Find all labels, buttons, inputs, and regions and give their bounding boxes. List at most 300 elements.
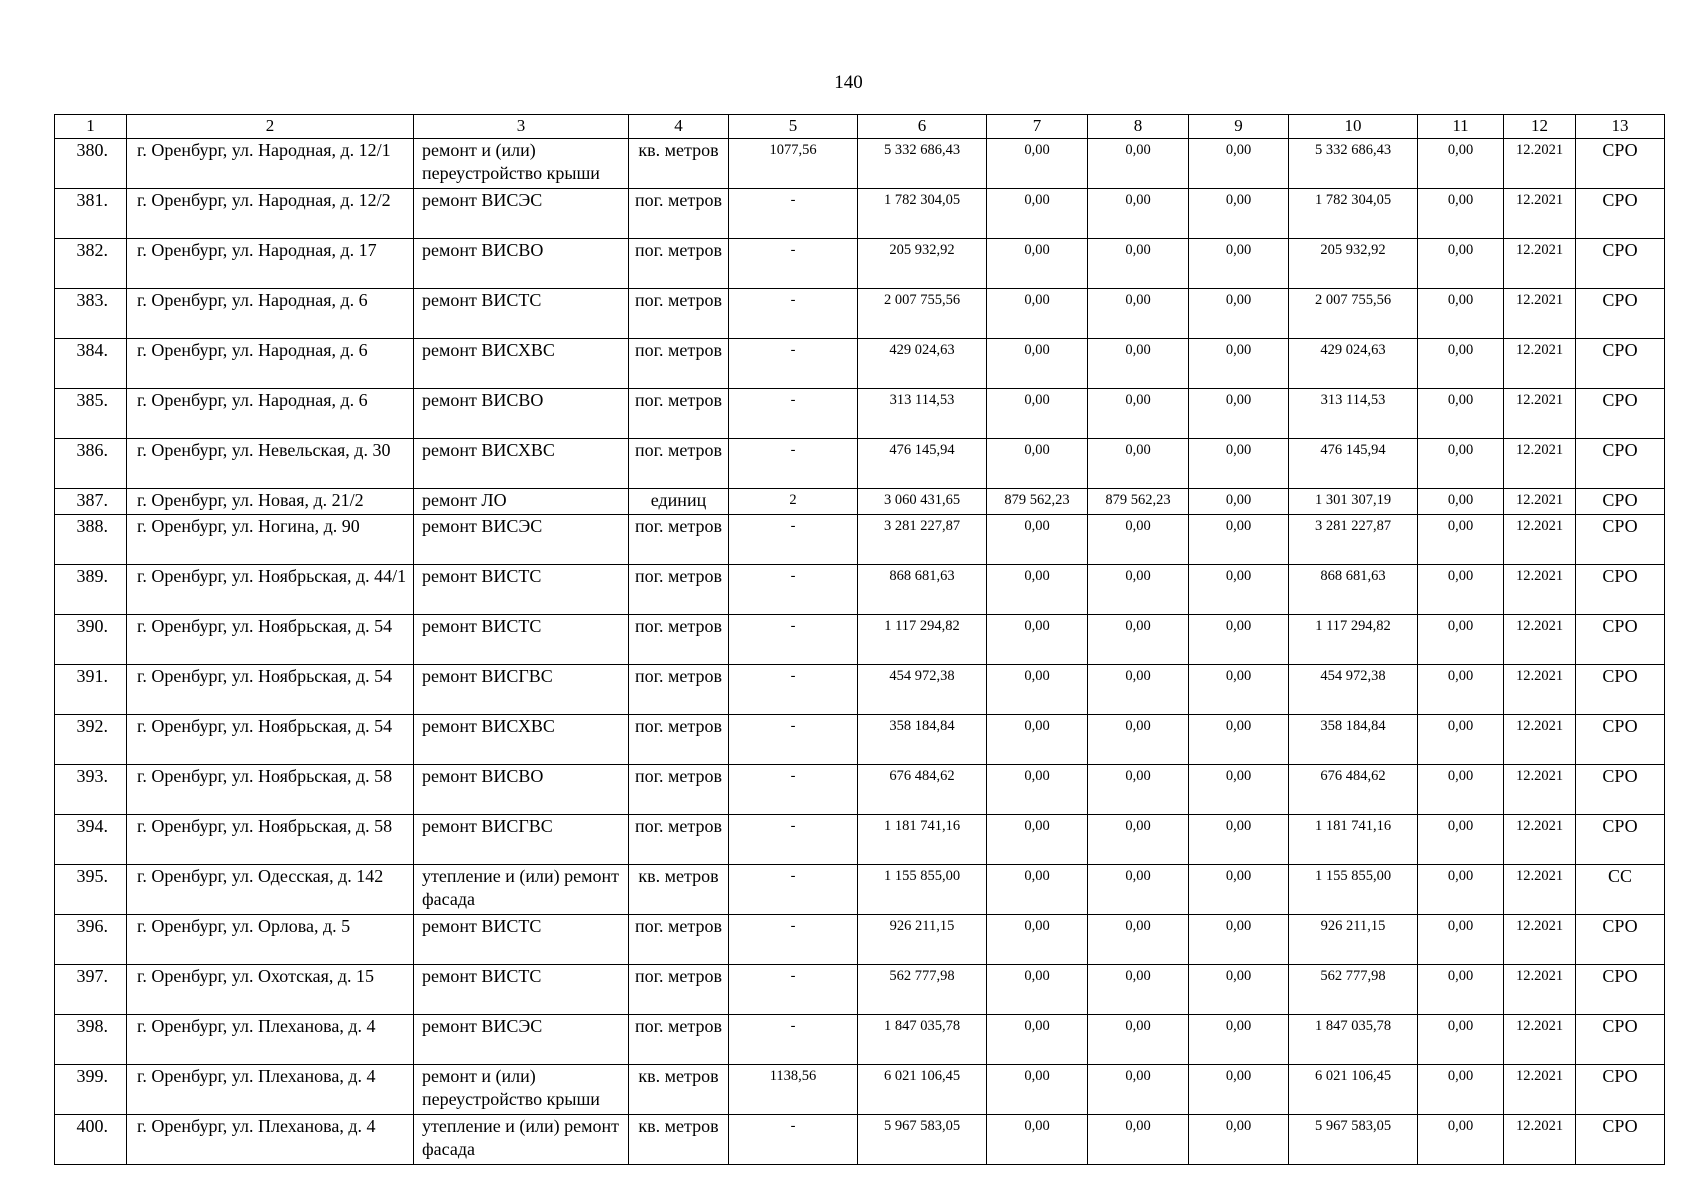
quantity-cell: - xyxy=(729,239,858,289)
col10-cell: 562 777,98 xyxy=(1289,965,1418,1015)
col10-cell: 1 117 294,82 xyxy=(1289,615,1418,665)
completion-date-cell: 12.2021 xyxy=(1504,1065,1576,1115)
col7-cell: 0,00 xyxy=(987,765,1088,815)
quantity-cell: - xyxy=(729,765,858,815)
quantity-cell: - xyxy=(729,915,858,965)
col9-cell: 0,00 xyxy=(1189,1115,1289,1165)
work-type-cell: ремонт ВИСТС xyxy=(414,565,629,615)
row-number: 397. xyxy=(55,965,127,1015)
col11-cell: 0,00 xyxy=(1418,865,1504,915)
quantity-cell: - xyxy=(729,715,858,765)
col10-cell: 1 181 741,16 xyxy=(1289,815,1418,865)
address-cell: г. Оренбург, ул. Одесская, д. 142 xyxy=(127,865,414,915)
address-cell: г. Оренбург, ул. Ногина, д. 90 xyxy=(127,515,414,565)
unit-cell: пог. метров xyxy=(629,389,729,439)
completion-date-cell: 12.2021 xyxy=(1504,489,1576,515)
row-number: 383. xyxy=(55,289,127,339)
address-cell: г. Оренбург, ул. Невельская, д. 30 xyxy=(127,439,414,489)
completion-date-cell: 12.2021 xyxy=(1504,1015,1576,1065)
completion-date-cell: 12.2021 xyxy=(1504,189,1576,239)
table-row xyxy=(55,339,1665,389)
address-cell: г. Оренбург, ул. Народная, д. 17 xyxy=(127,239,414,289)
completion-date-cell: 12.2021 xyxy=(1504,815,1576,865)
col10-cell: 1 155 855,00 xyxy=(1289,865,1418,915)
funding-source-cell: СРО xyxy=(1576,615,1665,665)
table-row xyxy=(55,565,1665,615)
col8-cell: 0,00 xyxy=(1088,865,1189,915)
quantity-cell: 1138,56 xyxy=(729,1065,858,1115)
col9-cell: 0,00 xyxy=(1189,339,1289,389)
total-cost-cell: 1 117 294,82 xyxy=(858,615,987,665)
total-cost-cell: 676 484,62 xyxy=(858,765,987,815)
col7-cell: 0,00 xyxy=(987,189,1088,239)
work-type-cell: ремонт ВИСВО xyxy=(414,389,629,439)
work-type-cell: ремонт ВИСЭС xyxy=(414,1015,629,1065)
column-header-1: 1 xyxy=(55,115,127,139)
total-cost-cell: 6 021 106,45 xyxy=(858,1065,987,1115)
row-number: 387. xyxy=(55,489,127,515)
row-number: 382. xyxy=(55,239,127,289)
address-cell: г. Оренбург, ул. Ноябрьская, д. 54 xyxy=(127,715,414,765)
quantity-cell: - xyxy=(729,1015,858,1065)
col9-cell: 0,00 xyxy=(1189,865,1289,915)
table-row xyxy=(55,139,1665,189)
col11-cell: 0,00 xyxy=(1418,965,1504,1015)
col7-cell: 0,00 xyxy=(987,1115,1088,1165)
col9-cell: 0,00 xyxy=(1189,239,1289,289)
completion-date-cell: 12.2021 xyxy=(1504,715,1576,765)
total-cost-cell: 429 024,63 xyxy=(858,339,987,389)
unit-cell: пог. метров xyxy=(629,289,729,339)
column-header-11: 11 xyxy=(1418,115,1504,139)
column-header-9: 9 xyxy=(1189,115,1289,139)
address-cell: г. Оренбург, ул. Охотская, д. 15 xyxy=(127,965,414,1015)
col8-cell: 0,00 xyxy=(1088,289,1189,339)
quantity-cell: - xyxy=(729,439,858,489)
funding-source-cell: СРО xyxy=(1576,239,1665,289)
row-number: 395. xyxy=(55,865,127,915)
col8-cell: 879 562,23 xyxy=(1088,489,1189,515)
completion-date-cell: 12.2021 xyxy=(1504,665,1576,715)
col11-cell: 0,00 xyxy=(1418,715,1504,765)
total-cost-cell: 1 782 304,05 xyxy=(858,189,987,239)
col8-cell: 0,00 xyxy=(1088,1115,1189,1165)
col9-cell: 0,00 xyxy=(1189,665,1289,715)
funding-source-cell: СРО xyxy=(1576,1115,1665,1165)
row-number: 400. xyxy=(55,1115,127,1165)
funding-source-cell: СРО xyxy=(1576,489,1665,515)
row-number: 393. xyxy=(55,765,127,815)
unit-cell: пог. метров xyxy=(629,965,729,1015)
col10-cell: 3 281 227,87 xyxy=(1289,515,1418,565)
col7-cell: 0,00 xyxy=(987,815,1088,865)
col11-cell: 0,00 xyxy=(1418,565,1504,615)
col8-cell: 0,00 xyxy=(1088,339,1189,389)
col11-cell: 0,00 xyxy=(1418,489,1504,515)
quantity-cell: - xyxy=(729,865,858,915)
col9-cell: 0,00 xyxy=(1189,1065,1289,1115)
column-header-4: 4 xyxy=(629,115,729,139)
quantity-cell: - xyxy=(729,289,858,339)
work-type-cell: ремонт ВИСГВС xyxy=(414,815,629,865)
row-number: 388. xyxy=(55,515,127,565)
funding-source-cell: СРО xyxy=(1576,289,1665,339)
col7-cell: 0,00 xyxy=(987,515,1088,565)
col11-cell: 0,00 xyxy=(1418,139,1504,189)
funding-source-cell: СС xyxy=(1576,865,1665,915)
work-type-cell: утепление и (или) ремонт фасада xyxy=(414,1115,629,1165)
work-type-cell: ремонт ВИСХВС xyxy=(414,715,629,765)
unit-cell: пог. метров xyxy=(629,439,729,489)
table-row xyxy=(55,515,1665,565)
total-cost-cell: 868 681,63 xyxy=(858,565,987,615)
col9-cell: 0,00 xyxy=(1189,915,1289,965)
page-number: 140 xyxy=(834,72,863,93)
total-cost-cell: 205 932,92 xyxy=(858,239,987,289)
total-cost-cell: 3 060 431,65 xyxy=(858,489,987,515)
completion-date-cell: 12.2021 xyxy=(1504,389,1576,439)
col11-cell: 0,00 xyxy=(1418,239,1504,289)
table-row xyxy=(55,389,1665,439)
col10-cell: 454 972,38 xyxy=(1289,665,1418,715)
funding-source-cell: СРО xyxy=(1576,389,1665,439)
row-number: 398. xyxy=(55,1015,127,1065)
quantity-cell: 2 xyxy=(729,489,858,515)
quantity-cell: - xyxy=(729,515,858,565)
unit-cell: кв. метров xyxy=(629,139,729,189)
col8-cell: 0,00 xyxy=(1088,565,1189,615)
unit-cell: кв. метров xyxy=(629,1115,729,1165)
column-header-3: 3 xyxy=(414,115,629,139)
table-row xyxy=(55,239,1665,289)
col9-cell: 0,00 xyxy=(1189,489,1289,515)
col7-cell: 0,00 xyxy=(987,439,1088,489)
table-row xyxy=(55,765,1665,815)
address-cell: г. Оренбург, ул. Ноябрьская, д. 58 xyxy=(127,815,414,865)
col11-cell: 0,00 xyxy=(1418,665,1504,715)
total-cost-cell: 3 281 227,87 xyxy=(858,515,987,565)
unit-cell: пог. метров xyxy=(629,915,729,965)
table-row xyxy=(55,439,1665,489)
work-type-cell: ремонт ВИСГВС xyxy=(414,665,629,715)
column-header-2: 2 xyxy=(127,115,414,139)
unit-cell: пог. метров xyxy=(629,715,729,765)
completion-date-cell: 12.2021 xyxy=(1504,765,1576,815)
col9-cell: 0,00 xyxy=(1189,715,1289,765)
total-cost-cell: 562 777,98 xyxy=(858,965,987,1015)
row-number: 396. xyxy=(55,915,127,965)
col10-cell: 6 021 106,45 xyxy=(1289,1065,1418,1115)
total-cost-cell: 1 181 741,16 xyxy=(858,815,987,865)
column-header-6: 6 xyxy=(858,115,987,139)
row-number: 381. xyxy=(55,189,127,239)
col9-cell: 0,00 xyxy=(1189,189,1289,239)
col7-cell: 0,00 xyxy=(987,915,1088,965)
col7-cell: 0,00 xyxy=(987,139,1088,189)
row-number: 391. xyxy=(55,665,127,715)
funding-source-cell: СРО xyxy=(1576,715,1665,765)
funding-source-cell: СРО xyxy=(1576,765,1665,815)
col8-cell: 0,00 xyxy=(1088,765,1189,815)
completion-date-cell: 12.2021 xyxy=(1504,965,1576,1015)
col9-cell: 0,00 xyxy=(1189,439,1289,489)
address-cell: г. Оренбург, ул. Плеханова, д. 4 xyxy=(127,1065,414,1115)
completion-date-cell: 12.2021 xyxy=(1504,515,1576,565)
quantity-cell: - xyxy=(729,665,858,715)
col9-cell: 0,00 xyxy=(1189,565,1289,615)
col11-cell: 0,00 xyxy=(1418,189,1504,239)
address-cell: г. Оренбург, ул. Ноябрьская, д. 44/1 xyxy=(127,565,414,615)
col10-cell: 358 184,84 xyxy=(1289,715,1418,765)
completion-date-cell: 12.2021 xyxy=(1504,439,1576,489)
col8-cell: 0,00 xyxy=(1088,389,1189,439)
work-type-cell: ремонт ВИСЭС xyxy=(414,189,629,239)
row-number: 385. xyxy=(55,389,127,439)
quantity-cell: - xyxy=(729,389,858,439)
completion-date-cell: 12.2021 xyxy=(1504,915,1576,965)
table-row xyxy=(55,1015,1665,1065)
table-row xyxy=(55,189,1665,239)
work-type-cell: ремонт ВИСВО xyxy=(414,239,629,289)
col10-cell: 313 114,53 xyxy=(1289,389,1418,439)
quantity-cell: 1077,56 xyxy=(729,139,858,189)
col7-cell: 0,00 xyxy=(987,565,1088,615)
unit-cell: пог. метров xyxy=(629,339,729,389)
col11-cell: 0,00 xyxy=(1418,439,1504,489)
col8-cell: 0,00 xyxy=(1088,139,1189,189)
address-cell: г. Оренбург, ул. Народная, д. 6 xyxy=(127,339,414,389)
total-cost-cell: 313 114,53 xyxy=(858,389,987,439)
col9-cell: 0,00 xyxy=(1189,1015,1289,1065)
col7-cell: 0,00 xyxy=(987,715,1088,765)
col7-cell: 0,00 xyxy=(987,389,1088,439)
column-header-10: 10 xyxy=(1289,115,1418,139)
work-type-cell: ремонт ВИСВО xyxy=(414,765,629,815)
quantity-cell: - xyxy=(729,965,858,1015)
col11-cell: 0,00 xyxy=(1418,765,1504,815)
total-cost-cell: 926 211,15 xyxy=(858,915,987,965)
repair-register-table xyxy=(54,114,1665,1165)
col8-cell: 0,00 xyxy=(1088,815,1189,865)
col7-cell: 0,00 xyxy=(987,1015,1088,1065)
table-row xyxy=(55,915,1665,965)
col10-cell: 868 681,63 xyxy=(1289,565,1418,615)
funding-source-cell: СРО xyxy=(1576,339,1665,389)
col7-cell: 0,00 xyxy=(987,1065,1088,1115)
table-row xyxy=(55,615,1665,665)
col8-cell: 0,00 xyxy=(1088,1015,1189,1065)
quantity-cell: - xyxy=(729,1115,858,1165)
address-cell: г. Оренбург, ул. Народная, д. 6 xyxy=(127,289,414,339)
work-type-cell: ремонт ВИСТС xyxy=(414,289,629,339)
col10-cell: 676 484,62 xyxy=(1289,765,1418,815)
completion-date-cell: 12.2021 xyxy=(1504,139,1576,189)
column-number-row xyxy=(55,115,1665,139)
col9-cell: 0,00 xyxy=(1189,289,1289,339)
total-cost-cell: 1 847 035,78 xyxy=(858,1015,987,1065)
work-type-cell: ремонт и (или) переустройство крыши xyxy=(414,139,629,189)
col9-cell: 0,00 xyxy=(1189,965,1289,1015)
col10-cell: 205 932,92 xyxy=(1289,239,1418,289)
table-row xyxy=(55,1065,1665,1115)
address-cell: г. Оренбург, ул. Новая, д. 21/2 xyxy=(127,489,414,515)
unit-cell: пог. метров xyxy=(629,815,729,865)
row-number: 380. xyxy=(55,139,127,189)
work-type-cell: ремонт ЛО xyxy=(414,489,629,515)
col10-cell: 1 782 304,05 xyxy=(1289,189,1418,239)
col7-cell: 0,00 xyxy=(987,239,1088,289)
column-header-13: 13 xyxy=(1576,115,1665,139)
col8-cell: 0,00 xyxy=(1088,1065,1189,1115)
work-type-cell: утепление и (или) ремонт фасада xyxy=(414,865,629,915)
address-cell: г. Оренбург, ул. Ноябрьская, д. 54 xyxy=(127,665,414,715)
col11-cell: 0,00 xyxy=(1418,289,1504,339)
col9-cell: 0,00 xyxy=(1189,139,1289,189)
column-header-5: 5 xyxy=(729,115,858,139)
col8-cell: 0,00 xyxy=(1088,239,1189,289)
unit-cell: пог. метров xyxy=(629,665,729,715)
row-number: 384. xyxy=(55,339,127,389)
completion-date-cell: 12.2021 xyxy=(1504,289,1576,339)
col8-cell: 0,00 xyxy=(1088,439,1189,489)
quantity-cell: - xyxy=(729,565,858,615)
col8-cell: 0,00 xyxy=(1088,715,1189,765)
address-cell: г. Оренбург, ул. Народная, д. 6 xyxy=(127,389,414,439)
table-row xyxy=(55,289,1665,339)
funding-source-cell: СРО xyxy=(1576,139,1665,189)
address-cell: г. Оренбург, ул. Народная, д. 12/1 xyxy=(127,139,414,189)
col9-cell: 0,00 xyxy=(1189,615,1289,665)
completion-date-cell: 12.2021 xyxy=(1504,1115,1576,1165)
unit-cell: пог. метров xyxy=(629,565,729,615)
funding-source-cell: СРО xyxy=(1576,1065,1665,1115)
col7-cell: 0,00 xyxy=(987,615,1088,665)
funding-source-cell: СРО xyxy=(1576,565,1665,615)
col11-cell: 0,00 xyxy=(1418,1115,1504,1165)
unit-cell: пог. метров xyxy=(629,189,729,239)
quantity-cell: - xyxy=(729,339,858,389)
completion-date-cell: 12.2021 xyxy=(1504,239,1576,289)
table-row xyxy=(55,1115,1665,1165)
col8-cell: 0,00 xyxy=(1088,615,1189,665)
unit-cell: пог. метров xyxy=(629,765,729,815)
col10-cell: 5 967 583,05 xyxy=(1289,1115,1418,1165)
col7-cell: 0,00 xyxy=(987,665,1088,715)
col11-cell: 0,00 xyxy=(1418,915,1504,965)
address-cell: г. Оренбург, ул. Орлова, д. 5 xyxy=(127,915,414,965)
unit-cell: единиц xyxy=(629,489,729,515)
quantity-cell: - xyxy=(729,615,858,665)
address-cell: г. Оренбург, ул. Плеханова, д. 4 xyxy=(127,1115,414,1165)
work-type-cell: ремонт и (или) переустройство крыши xyxy=(414,1065,629,1115)
col7-cell: 0,00 xyxy=(987,965,1088,1015)
col8-cell: 0,00 xyxy=(1088,189,1189,239)
col10-cell: 1 847 035,78 xyxy=(1289,1015,1418,1065)
row-number: 399. xyxy=(55,1065,127,1115)
total-cost-cell: 5 332 686,43 xyxy=(858,139,987,189)
col7-cell: 0,00 xyxy=(987,339,1088,389)
col8-cell: 0,00 xyxy=(1088,915,1189,965)
table-row xyxy=(55,665,1665,715)
row-number: 392. xyxy=(55,715,127,765)
row-number: 390. xyxy=(55,615,127,665)
address-cell: г. Оренбург, ул. Ноябрьская, д. 58 xyxy=(127,765,414,815)
unit-cell: пог. метров xyxy=(629,515,729,565)
col8-cell: 0,00 xyxy=(1088,965,1189,1015)
total-cost-cell: 5 967 583,05 xyxy=(858,1115,987,1165)
col9-cell: 0,00 xyxy=(1189,515,1289,565)
col11-cell: 0,00 xyxy=(1418,1015,1504,1065)
funding-source-cell: СРО xyxy=(1576,1015,1665,1065)
funding-source-cell: СРО xyxy=(1576,815,1665,865)
col7-cell: 0,00 xyxy=(987,865,1088,915)
quantity-cell: - xyxy=(729,815,858,865)
funding-source-cell: СРО xyxy=(1576,439,1665,489)
completion-date-cell: 12.2021 xyxy=(1504,615,1576,665)
row-number: 386. xyxy=(55,439,127,489)
unit-cell: кв. метров xyxy=(629,865,729,915)
col10-cell: 2 007 755,56 xyxy=(1289,289,1418,339)
row-number: 394. xyxy=(55,815,127,865)
table-row xyxy=(55,865,1665,915)
unit-cell: пог. метров xyxy=(629,239,729,289)
col11-cell: 0,00 xyxy=(1418,339,1504,389)
work-type-cell: ремонт ВИСЭС xyxy=(414,515,629,565)
col8-cell: 0,00 xyxy=(1088,665,1189,715)
col9-cell: 0,00 xyxy=(1189,765,1289,815)
total-cost-cell: 454 972,38 xyxy=(858,665,987,715)
address-cell: г. Оренбург, ул. Ноябрьская, д. 54 xyxy=(127,615,414,665)
funding-source-cell: СРО xyxy=(1576,189,1665,239)
unit-cell: пог. метров xyxy=(629,615,729,665)
unit-cell: пог. метров xyxy=(629,1015,729,1065)
work-type-cell: ремонт ВИСТС xyxy=(414,915,629,965)
completion-date-cell: 12.2021 xyxy=(1504,565,1576,615)
col10-cell: 926 211,15 xyxy=(1289,915,1418,965)
col11-cell: 0,00 xyxy=(1418,515,1504,565)
col9-cell: 0,00 xyxy=(1189,389,1289,439)
completion-date-cell: 12.2021 xyxy=(1504,865,1576,915)
completion-date-cell: 12.2021 xyxy=(1504,339,1576,389)
table-row xyxy=(55,965,1665,1015)
address-cell: г. Оренбург, ул. Плеханова, д. 4 xyxy=(127,1015,414,1065)
total-cost-cell: 1 155 855,00 xyxy=(858,865,987,915)
col9-cell: 0,00 xyxy=(1189,815,1289,865)
work-type-cell: ремонт ВИСТС xyxy=(414,615,629,665)
address-cell: г. Оренбург, ул. Народная, д. 12/2 xyxy=(127,189,414,239)
funding-source-cell: СРО xyxy=(1576,515,1665,565)
col11-cell: 0,00 xyxy=(1418,1065,1504,1115)
col10-cell: 429 024,63 xyxy=(1289,339,1418,389)
table-row xyxy=(55,489,1665,515)
work-type-cell: ремонт ВИСТС xyxy=(414,965,629,1015)
table-row xyxy=(55,815,1665,865)
unit-cell: кв. метров xyxy=(629,1065,729,1115)
total-cost-cell: 358 184,84 xyxy=(858,715,987,765)
column-header-7: 7 xyxy=(987,115,1088,139)
funding-source-cell: СРО xyxy=(1576,665,1665,715)
col11-cell: 0,00 xyxy=(1418,615,1504,665)
col10-cell: 1 301 307,19 xyxy=(1289,489,1418,515)
col10-cell: 5 332 686,43 xyxy=(1289,139,1418,189)
total-cost-cell: 2 007 755,56 xyxy=(858,289,987,339)
work-type-cell: ремонт ВИСХВС xyxy=(414,339,629,389)
col7-cell: 0,00 xyxy=(987,289,1088,339)
total-cost-cell: 476 145,94 xyxy=(858,439,987,489)
col8-cell: 0,00 xyxy=(1088,515,1189,565)
funding-source-cell: СРО xyxy=(1576,965,1665,1015)
col7-cell: 879 562,23 xyxy=(987,489,1088,515)
